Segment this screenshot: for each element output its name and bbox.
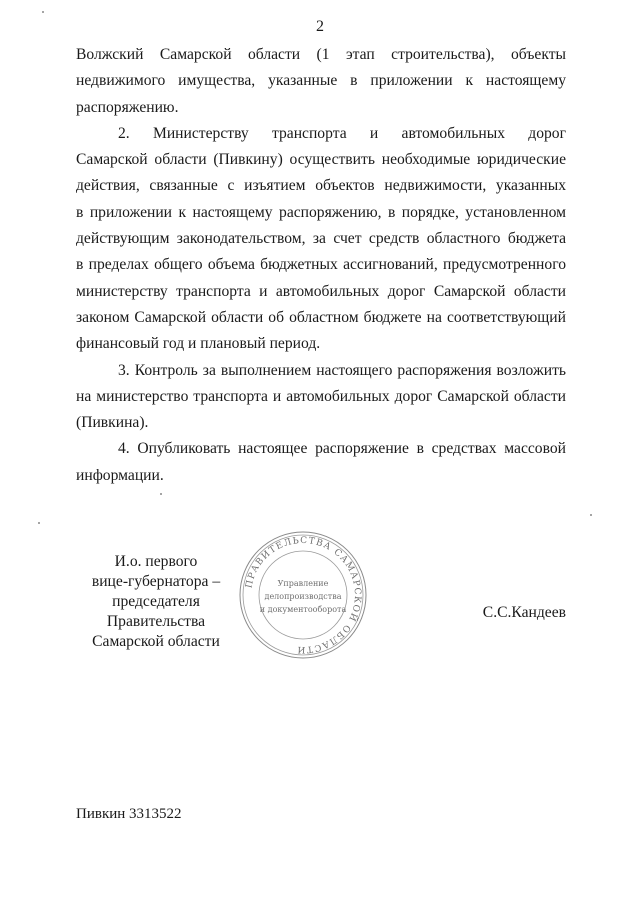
paragraph-4 (76, 436, 566, 489)
paragraph-line: на министерство транспорта и автомобильных дорог Самарской области (76, 387, 566, 405)
paragraph-line: в приложении к настоящему распоряжению, в порядке, установленном (76, 203, 566, 221)
page-number: 2 (316, 18, 324, 35)
scan-speck (42, 11, 44, 13)
signatory-title (76, 552, 236, 652)
scan-speck (160, 493, 162, 495)
paragraph-line: 3. Контроль за выполнением настоящего распоряжения возложить (118, 361, 566, 379)
paragraph-line: 2. Министерству транспорта и автомобильных дорог (118, 124, 566, 142)
scan-speck (590, 514, 592, 516)
signatory-title-line: И.о. первого (114, 553, 198, 570)
paragraph-1 (76, 42, 566, 121)
signatory-title-line: Самарской области (92, 633, 220, 650)
paragraph-line: распоряжению. (76, 98, 179, 116)
official-stamp-seal (236, 528, 370, 662)
paragraph-3 (76, 358, 566, 437)
scan-speck (38, 522, 40, 524)
executor-contact: Пивкин 3313522 (76, 806, 182, 822)
paragraph-line: финансовый год и плановый период. (76, 335, 321, 353)
stamp-inner-line: делопроизводства (264, 592, 342, 601)
paragraph-line: Самарской области (Пивкину) осуществить необходимые юридические (76, 151, 566, 169)
paragraph-2 (76, 121, 566, 358)
paragraph-line: министерству транспорта и автомобильных дорог Самарской области (76, 282, 566, 300)
signatory-title-line: вице-губернатора – (91, 573, 221, 590)
signatory-title-line: председателя Правительства (106, 593, 206, 630)
stamp-inner-line: Управление (277, 579, 329, 588)
document-body (76, 42, 566, 489)
stamp-ring-text: ПРАВИТЕЛЬСТВА САМАРСКОЙ ОБЛАСТИ (244, 535, 363, 655)
stamp-inner-line: и документооборота (259, 605, 347, 614)
paragraph-line: информации. (76, 466, 164, 484)
paragraph-line: (Пивкина). (76, 414, 149, 432)
paragraph-line: 4. Опубликовать настоящее распоряжение в средствах массовой (118, 440, 566, 458)
paragraph-line: действия, связанные с изъятием объектов недвижимости, указанных (76, 177, 566, 195)
paragraph-line: Волжский Самарской области (1 этап строительства), объекты (76, 46, 566, 63)
paragraph-line: законом Самарской области об областном бюджете на соответствующий (76, 308, 566, 326)
paragraph-line: недвижимого имущества, указанные в приложении к настоящему (76, 72, 566, 90)
signatory-name: С.С.Кандеев (482, 604, 566, 621)
paragraph-line: в пределах общего объема бюджетных ассигнований, предусмотренного (76, 256, 566, 274)
paragraph-line: действующим законодательством, за счет средств областного бюджета (76, 230, 566, 248)
